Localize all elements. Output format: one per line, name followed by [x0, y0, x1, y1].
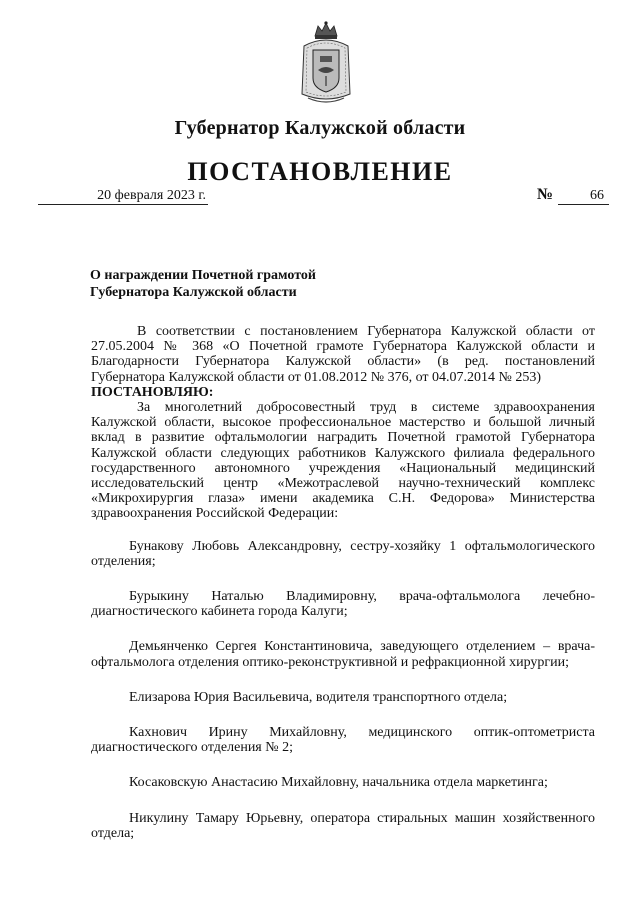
document-number: 66: [590, 188, 604, 203]
kaluga-coat-of-arms-icon: [298, 20, 354, 106]
decree-heading: ПОСТАНОВЛЯЮ:: [91, 384, 214, 400]
number-sign: №: [537, 186, 554, 203]
date-field: [38, 188, 208, 206]
awardee-item: Бунакову Любовь Александровну, сестру-хозяйку 1 офтальмологического отделения;: [91, 538, 595, 569]
awardee-item: Бурыкину Наталью Владимировну, врача-офтальмолога лечебно-диагностического кабинета города Калуги;: [91, 589, 595, 620]
awardee-item: Косаковскую Анастасию Михайловну, начальника отдела маркетинга;: [129, 775, 548, 791]
awardee-item: Никулину Тамару Юрьевну, оператора стиральных машин хозяйственного отдела;: [91, 810, 595, 841]
preamble-paragraph: В соответствии с постановлением Губернатора Калужской области от 27.05.2004 № 368 «О Почетной грамоте Губернатора Калужской области и Благодарности Губернатора Калужской области» (в ред. постановлений Губернатора Калужской области от 01.08.2012 № 376, от 04.07.2014 № 253): [91, 324, 595, 385]
document-date: 20 февраля 2023 г.: [97, 188, 206, 203]
awardee-item: Демьянченко Сергея Константиновича, заведующего отделением – врача-офтальмолога отделения оптико-реконструктивной и рефракционной хирургии;: [91, 639, 595, 670]
subject-line: Губернатора Калужской области: [90, 285, 297, 300]
document-subject: [90, 267, 390, 301]
awardee-item: Кахнович Ирину Михайловну, медицинского оптик-оптометриста диагностического отделения № 2;: [91, 725, 595, 756]
issuer-title: Губернатор Калужской области: [174, 117, 466, 139]
date-underline: [38, 204, 208, 205]
document-type: ПОСТАНОВЛЕНИЕ: [187, 157, 453, 186]
document-body: [91, 324, 595, 861]
subject-line: О награждении Почетной грамотой: [90, 268, 316, 283]
number-field: [537, 186, 609, 206]
number-underline: [558, 204, 609, 205]
awardee-item: Елизарова Юрия Васильевича, водителя транспортного отдела;: [129, 689, 508, 705]
intro-paragraph: За многолетний добросовестный труд в системе здравоохранения Калужской области, высокое профессиональное мастерство и большой личный вклад в развитие офтальмологии наградить Почетной грамотой Губернатора Калужской области следующих работников Калужского филиала федерального государственного автономного учреждения «Национальный медицинский исследовательский центр «Межотраслевой научно-технический комплекс «Микрохирургия глаза» имени академика С.Н. Федорова» Министерства здравоохранения Российской Федерации:: [91, 400, 595, 522]
